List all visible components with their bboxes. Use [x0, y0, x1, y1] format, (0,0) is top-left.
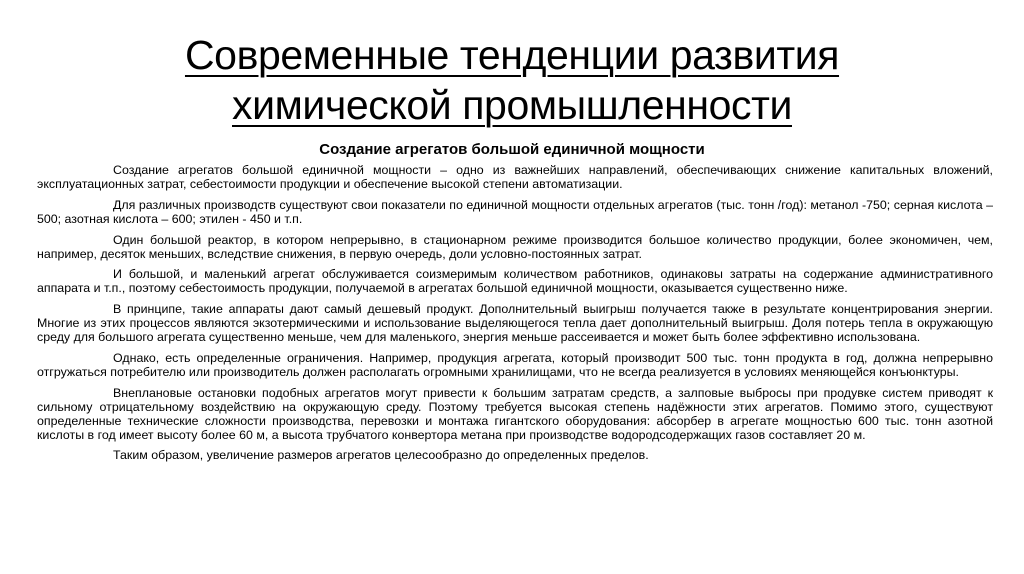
- paragraph-3: Один большой реактор, в котором непрерывно, в стационарном режиме производится большое количество продукции, более экономичен, чем, например, десяток меньших, вследствие снижения, в первую очередь, доли условно-постоянных затрат.: [37, 232, 993, 261]
- paragraph-1: Создание агрегатов большой единичной мощности – одно из важнейших направлений, обеспечивающих снижение капитальных вложений, эксплуатационных затрат, себестоимости продукции и обеспечение высокой степени автоматизации.: [37, 163, 993, 191]
- paragraph-5: В принципе, такие аппараты дают самый дешевый продукт. Дополнительный выигрыш получается также в результате концентрирования энергии. Многие из этих процессов являются экзотермическими и использование выделяющегося тепла дает дополнительный выигрыш. Доля потерь тепла в окружающую среду для большого агрегата существенно меньше, чем для маленького, энергия меньше рассеивается и может быть более эффективно использована.: [37, 302, 993, 345]
- slide-body: [37, 164, 993, 463]
- paragraph-4: И большой, и маленький агрегат обслуживается соизмеримым количеством работников, одинаковы затраты на содержание административного аппарата и т.п., поэтому себестоимость продукции, получаемой в агрегатах большой единичной мощности, оказывается существенно ниже.: [37, 267, 993, 296]
- slide-title: [0, 30, 1024, 130]
- paragraph-6: Однако, есть определенные ограничения. Например, продукция агрегата, который производит 500 тыс. тонн продукта в год, должна непрерывно отгружаться потребителю или производитель должен располагать огромными хранилищами, что не всегда реализуется в условиях меняющейся конъюнктуры.: [37, 350, 993, 379]
- slide-subtitle: Создание агрегатов большой единичной мощности: [319, 141, 705, 158]
- paragraph-2: Для различных производств существуют свои показатели по единичной мощности отдельных агрегатов (тыс. тонн /год): метанол -750; серная кислота – 500; азотная кислота – 600; этилен - 450 и т.п.: [37, 197, 993, 226]
- slide-title-line-1: Современные тенденции развития: [184, 32, 840, 78]
- paragraph-8: Таким образом, увеличение размеров агрегатов целесообразно до определенных пределов.: [113, 448, 649, 463]
- slide-title-line-2: химической промышленности: [232, 82, 792, 128]
- paragraph-7: Внеплановые остановки подобных агрегатов могут привести к большим затратам средств, а залповые выбросы при продувке систем приводят к сильному отрицательному воздействию на окружающую среду. Поэтому требуется высокая степень надёжности этих агрегатов. Помимо этого, существуют определенные технические сложности производства, перевозки и монтажа гигантского оборудования: абсорбер в агрегате мощностью 600 тыс. тонн азотной кислоты в год имеет высоту более 60 м, а высота трубчатого конвертора метана при производстве водородсодержащих газов составляет 20 м.: [37, 385, 993, 442]
